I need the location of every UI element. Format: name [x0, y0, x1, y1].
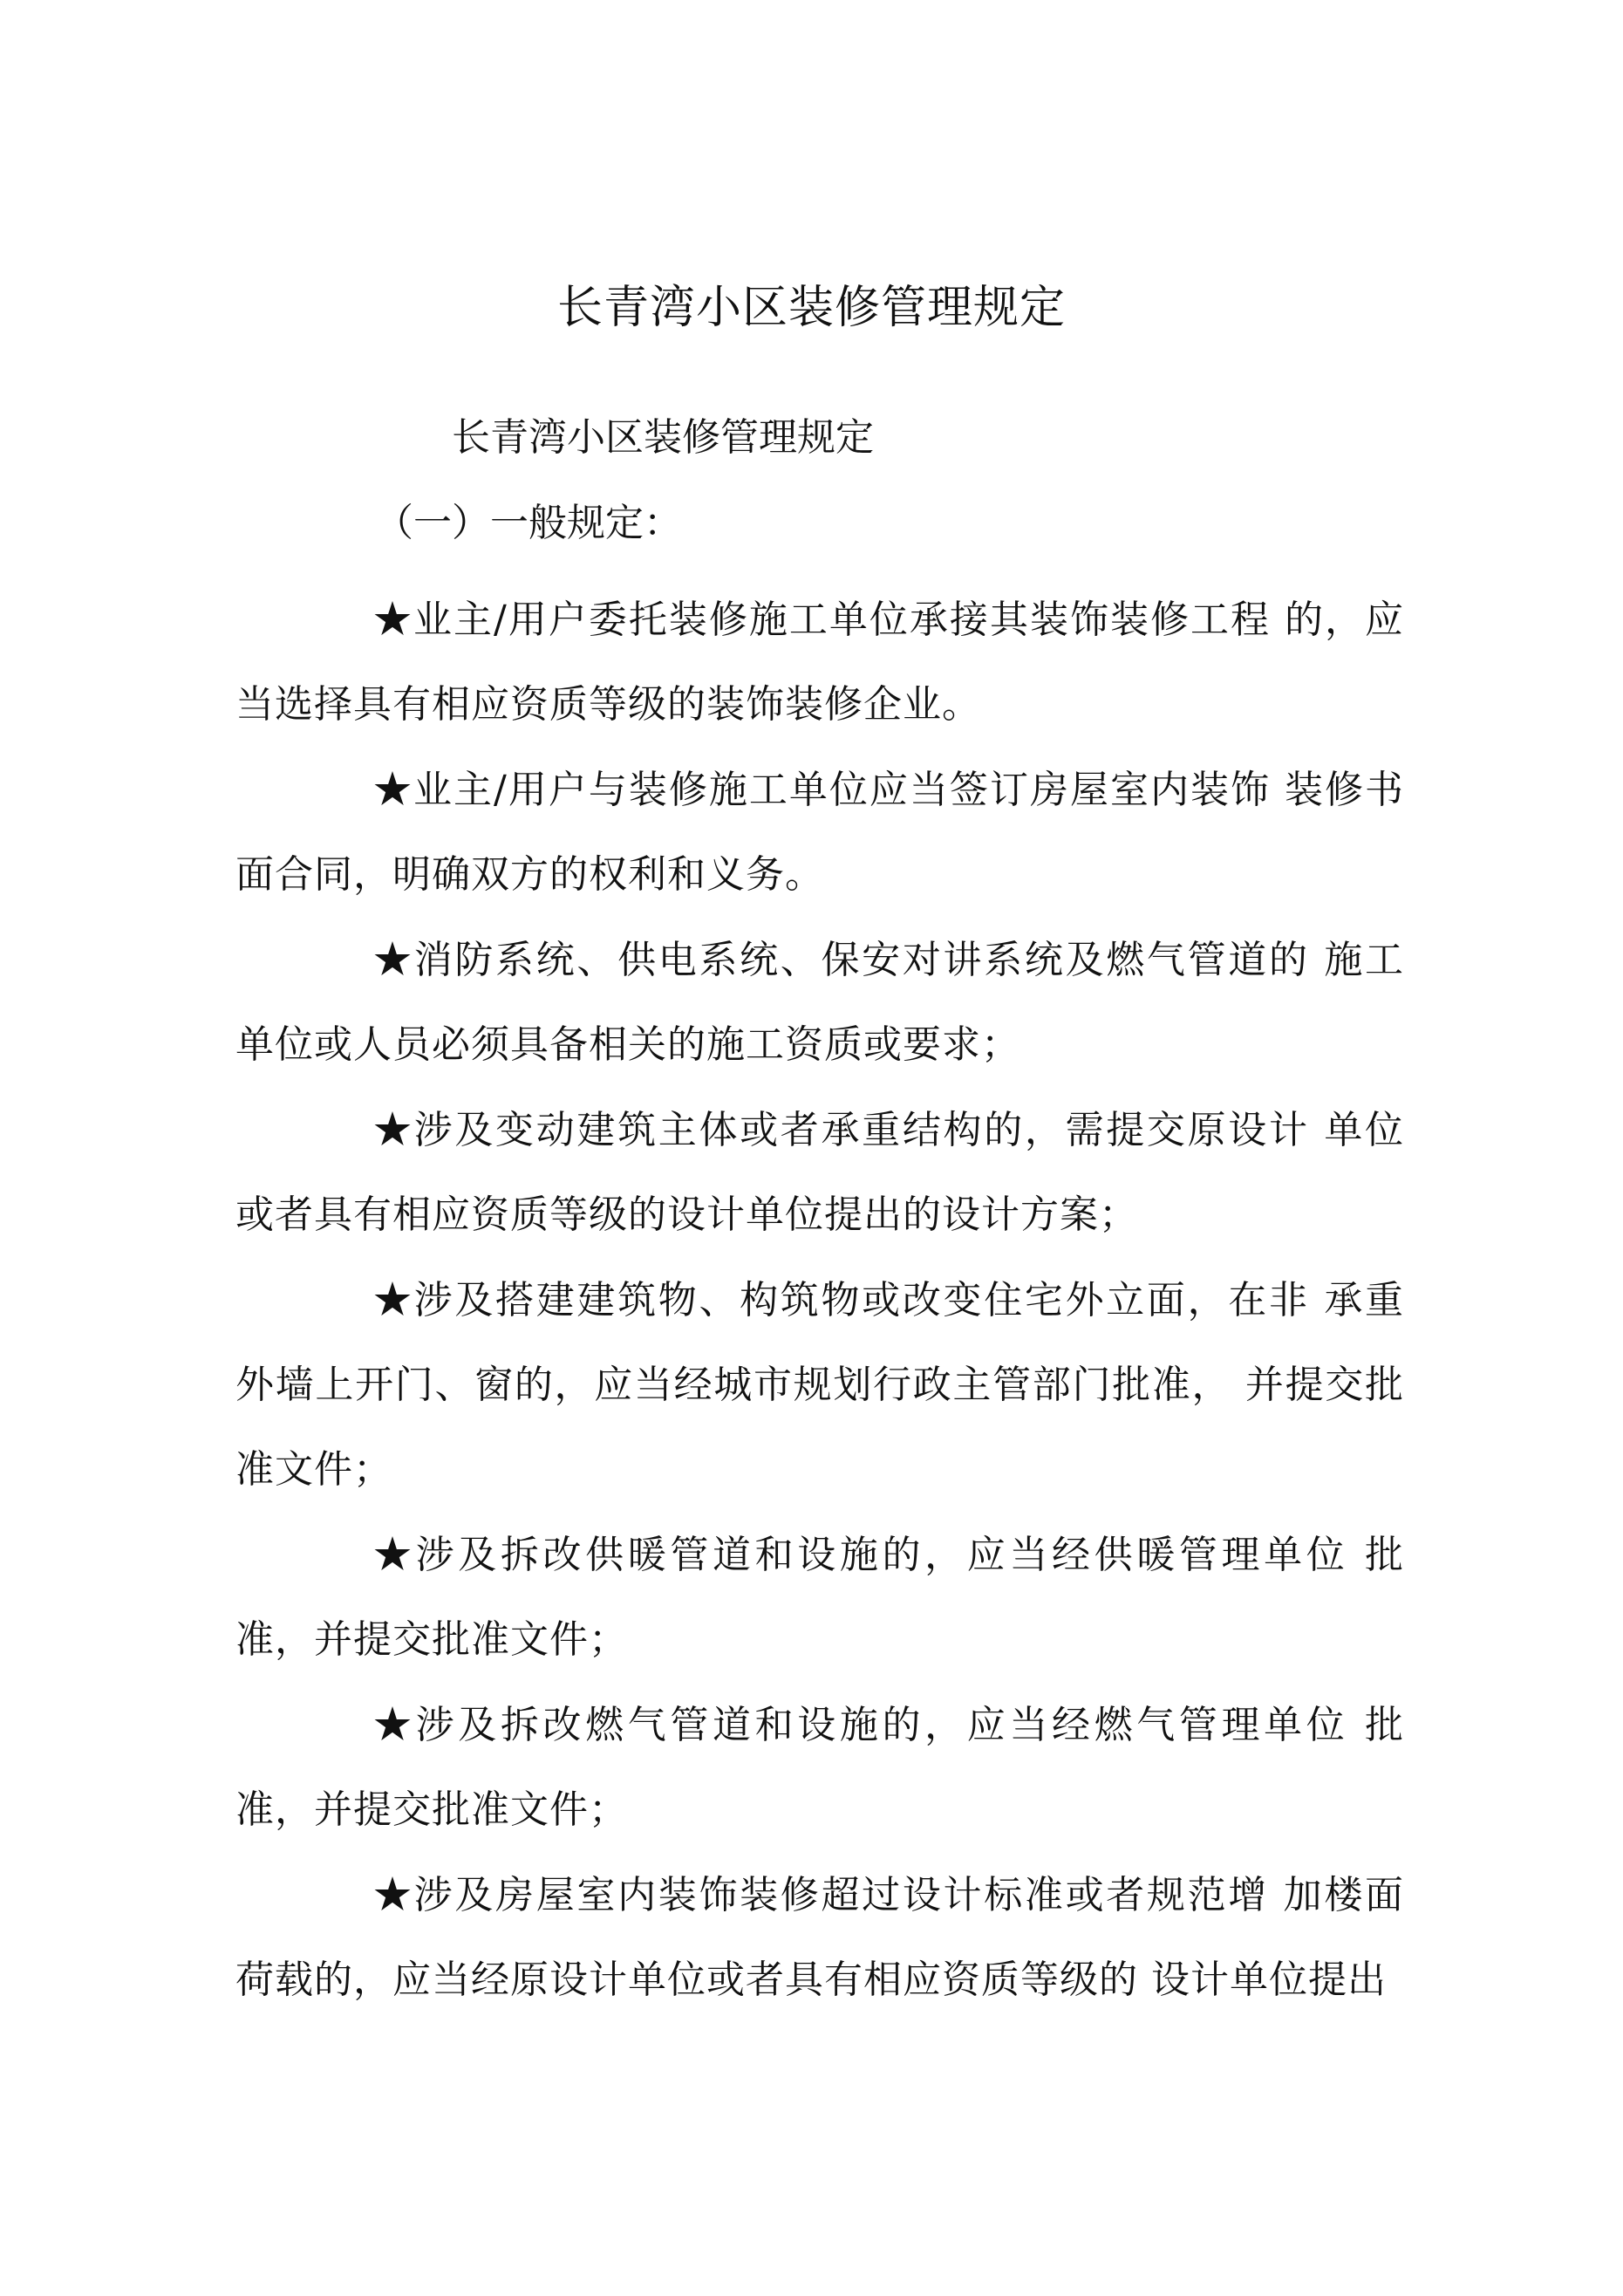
paragraph: ★业主/用户与装修施工单位应当签订房屋室内装饰 装修书面合同，明确双方的权利和义务。 — [235, 768, 1404, 897]
section-heading: （一）一般规定： — [375, 501, 682, 545]
body-text — [235, 577, 1404, 2023]
paragraph: ★涉及搭建建筑物、构筑物或改变住宅外立面，在非 承重外墙上开门、窗的，应当经城市规划行政主管部门批准， 并提交批准文件； — [235, 1278, 1404, 1492]
paragraph: ★业主/用户委托装修施工单位承接其装饰装修工程 的，应当选择具有相应资质等级的装饰装修企业。 — [235, 598, 1404, 727]
paragraph: ★涉及房屋室内装饰装修超过设计标准或者规范增 加楼面荷载的，应当经原设计单位或者具有相应资质等级的 设计单位提出 — [235, 1873, 1404, 2002]
paragraph: ★涉及变动建筑主体或者承重结构的，需提交原设计 单位或者具有相应资质等级的设计单位提出的设计方案； — [235, 1108, 1404, 1237]
paragraph: ★涉及拆改燃气管道和设施的，应当经燃气管理单位 批准，并提交批准文件； — [235, 1703, 1404, 1832]
paragraph: ★消防系统、供电系统、保安对讲系统及燃气管道的 施工单位或人员必须具备相关的施工资质或要求； — [235, 938, 1404, 1067]
document-title: 长青湾小区装修管理规定 — [556, 282, 1066, 334]
document-subtitle: 长青湾小区装修管理规定 — [452, 415, 874, 460]
paragraph: ★涉及拆改供暖管道和设施的，应当经供暖管理单位 批准，并提交批准文件； — [235, 1533, 1404, 1662]
